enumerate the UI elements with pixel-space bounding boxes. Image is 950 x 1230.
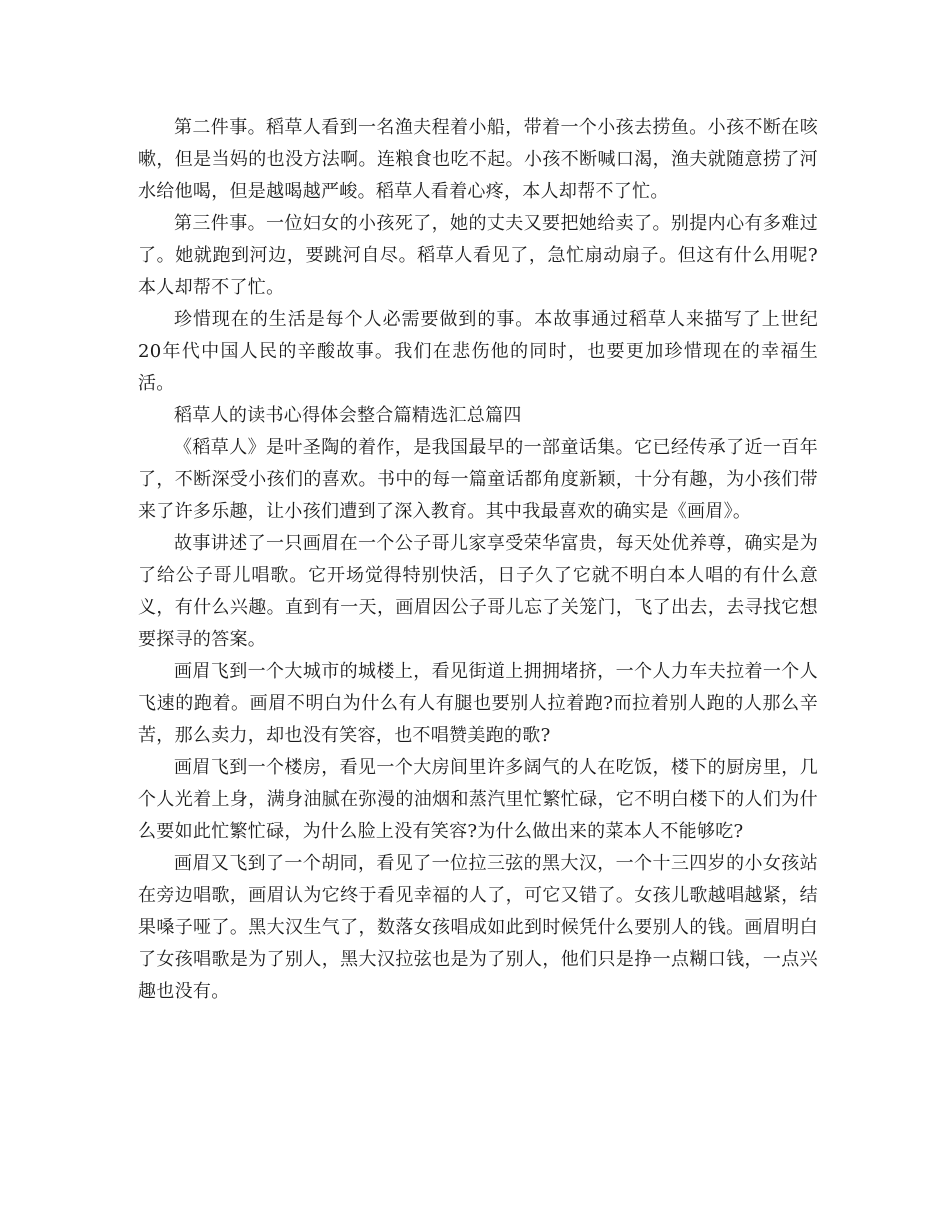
paragraph-third-event: 第三件事。一位妇女的小孩死了，她的丈夫又要把她给卖了。别提内心有多难过了。她就跑到河边，要跳河自尽。稻草人看见了，急忙扇动扇子。但这有什么用呢?本人却帮不了忙。 [138,213,818,298]
paragraph-building-kitchen: 画眉飞到一个楼房，看见一个大房间里许多阔气的人在吃饭，楼下的厨房里，几个人光着上身，满身油腻在弥漫的油烟和蒸汽里忙繁忙碌，它不明白楼下的人们为什么要如此忙繁忙碌，为什么脸上没有笑容?为什么做出来的菜本人不能够吃? [138,757,818,842]
paragraph-second-event: 第二件事。稻草人看到一名渔夫程着小船，带着一个小孩去捞鱼。小孩不断在咳嗽，但是当妈的也没方法啊。连粮食也吃不起。小孩不断喊口渴，渔夫就随意捞了河水给他喝，但是越喝越严峻。稻草人看着心疼，本人却帮不了忙。 [138,117,818,202]
paragraph-story-summary: 故事讲述了一只画眉在一个公子哥儿家享受荣华富贵，每天处优养尊，确实是为了给公子哥儿唱歌。它开场觉得特别快活，日子久了它就不明白本人唱的有什么意义，有什么兴趣。直到有一天，画眉因公子哥儿忘了关笼门，飞了出去，去寻找它想要探寻的答案。 [138,533,818,650]
paragraph-cherish-life: 珍惜现在的生活是每个人必需要做到的事。本故事通过稻草人来描写了上世纪20年代中国人民的辛酸故事。我们在悲伤他的同时，也要更加珍惜现在的幸福生活。 [138,309,818,394]
paragraph-alley-singer: 画眉又飞到了一个胡同，看见了一位拉三弦的黑大汉，一个十三四岁的小女孩站在旁边唱歌，画眉认为它终于看见幸福的人了，可它又错了。女孩儿歌越唱越紧，结果嗓子哑了。黑大汉生气了，数落女孩唱成如此到时候凭什么要别人的钱。画眉明白了女孩唱歌是为了别人，黑大汉拉弦也是为了别人，他们只是挣一点糊口钱，一点兴趣也没有。 [138,853,818,1002]
section-heading: 稻草人的读书心得体会整合篇精选汇总篇四 [174,405,522,426]
document-body [138,112,818,1008]
paragraph-book-intro: 《稻草人》是叶圣陶的着作，是我国最早的一部童话集。它已经传承了近一百年了，不断深受小孩们的喜欢。书中的每一篇童话都角度新颖，十分有趣，为小孩们带来了许多乐趣，让小孩们遭到了深入教育。其中我最喜欢的确实是《画眉》。 [138,437,818,522]
paragraph-city-tower: 画眉飞到一个大城市的城楼上，看见街道上拥拥堵挤，一个人力车夫拉着一个人飞速的跑着。画眉不明白为什么有人有腿也要别人拉着跑?而拉着别人跑的人那么辛苦，那么卖力，却也没有笑容，也不唱赞美跑的歌? [138,661,818,746]
